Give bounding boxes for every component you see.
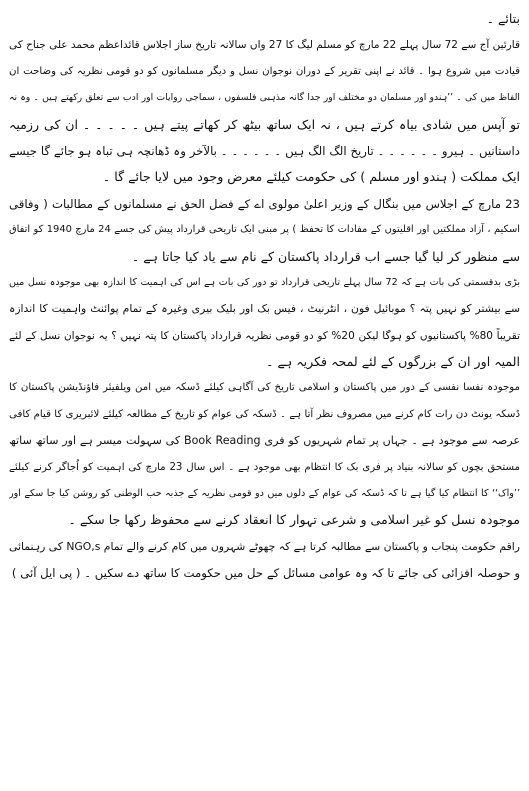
article-text-line: راقم حکومت پنجاب و پاکستان سے مطالبہ کرتا ہے کہ چھوٹے شہروں میں کام کرنے والے تمام NGO,s کی رہنمائی [9,539,520,553]
article-text-line: بتائے ۔ [486,11,520,26]
article-text-line: ’’واک‘‘ کا انتظام کیا گیا ہے تا کہ ڈسکہ کی عوام کے دلوں میں دو قومی نظریہ کے جذبہ حب الوطنی کو روشن کیا جا سکے اور [9,488,520,500]
article-text-line: قارئین آج سے 72 سال پہلے 22 مارچ کو مسلم لیگ کا 27 واں سالانہ تاریخ ساز اجلاس قائداعظم محمد علی جناح کی [9,39,520,52]
article-text-line: تقریباً 80% پاکستانیوں کو ہوگا لیکن 20% کو دو قومی نظریہ قرارداد پاکستان کا پتہ نہیں ؟ یہ نوجوان نسل کے لئے [9,329,520,342]
article-text-line: موجودہ نفسا نفسی کے دور میں پاکستان و اسلامی تاریخ کی آگاہی کیلئے ڈسکہ میں امن ویلفیئر فاؤنڈیشن پاکستان کا [9,382,520,394]
article-text-line: قیادت میں شروع ہوا ۔ قائد نے اپنی تقریر کے دوران نوجوان نسل و دیگر مسلمانوں کو دو قومی نظریہ کی وضاحت ان [9,65,520,77]
article-text-line: المیہ اور ان کے بزرگوں کے لئے لمحہ فکریہ ہے ۔ [266,354,520,370]
article-text-line: بڑی بدقسمتی کی بات ہے کہ 72 سال پہلے تاریخی قرارداد تو دور کی بات ہے اس کی اہمیت کا اندازہ بھی موجودہ نسل میں [9,276,520,288]
article-text-line: داستانیں ۔ ہیرو ۔ ۔ ۔ ۔ ۔ ۔ تاریخ الگ الگ ہیں ۔ ۔ ۔ ۔ ۔ ۔ بالآخر وہ ڈھانچہ ہی تباہ ہو جائے گا جیسے [9,143,520,158]
article-text-line: 23 مارچ کے اجلاس میں بنگال کے وزیر اعلیٰ مولوی اے کے فضل الحق نے مسلمانوں کے مطالبات ( وفاقی [9,196,520,211]
article-text-line: ڈسکہ یونٹ دن رات کام کرنے میں مصروف نظر آتا ہے ۔ ڈسکہ کی عوام کو تاریخ کے مطالعہ کیلئے لائبریری کا قیام کافی [9,408,520,420]
article-text-line: ایک مملکت ( ہندو اور مسلم ) کی حکومت کیلئے معرض وجود میں لایا جائے گا ۔ [102,169,520,185]
article-text-line: الفاظ میں کی ۔ ’’ہندو اور مسلمان دو مختلف اور جدا گانہ مذہبی فلسفوں ، سماجی روایات اور ادب سے تعلق رکھتے ہیں ۔ وہ نہ [9,92,520,104]
article-text-line: سے بیشتر کو نہیں پتہ ؟ موبائیل فون ، انٹرنیٹ ، فیس بک اور بلیک بیری وغیرہ کے تمام پوائنٹ واہمیت کا اندازہ [9,302,520,316]
article-text-line: سے منظور کر لیا گیا جسے اب قرارداد پاکستان کے نام سے یاد کیا جاتا ہے ۔ [131,248,520,264]
article-text-line: مستحق بچوں کو سالانہ بنیاد پر فری بک کا انتظام بھی موجود ہے ۔ اس سال 23 مارچ کی اہمیت کو اُجاگر کرنے کیلئے [9,461,520,473]
article-text-line: تو آپس میں شادی بیاہ کرتے ہیں ، نہ ایک ساتھ بیٹھ کر کھاتے پیتے ہیں ۔ ۔ ۔ ۔ ۔ ان کی رزمیہ [9,116,520,132]
article-text-line: عرصہ سے موجود ہے ۔ جہاں پر تمام شہریوں کو فری Book Reading کی سہولت میسر ہے اور ساتھ ساتھ [9,434,520,448]
article-text-line: موجودہ نسل کو غیر اسلامی و شرعی تہوار کا انعقاد کرنے سے محفوظ رکھا جا سکے ۔ [68,512,520,528]
article-text-line: و حوصلہ افزائی کی جائے تا کہ وہ عوامی مسائل کے حل میں حکومت کا ساتھ دے سکیں ۔ ( پی ایل آئی ) [11,566,520,581]
article-text-line: اسکیم ، آزاد مملکتیں اور اقلیتوں کے مفادات کا تحفظ ) پر مبنی ایک تاریخی قرارداد پیش کی جسے 24 مارچ 1940 کو اتفاق [9,224,520,236]
